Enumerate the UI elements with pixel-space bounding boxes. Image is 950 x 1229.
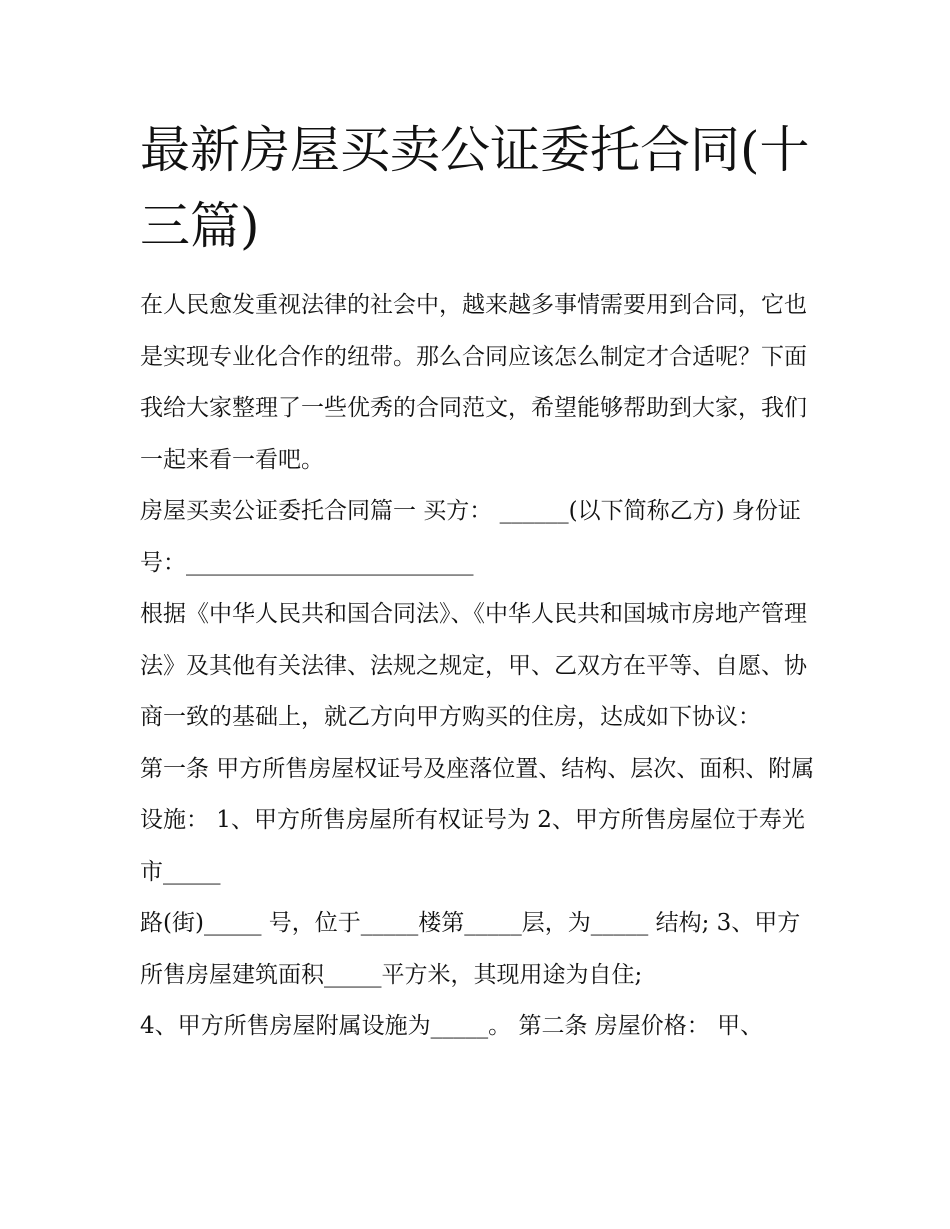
document-title: 最新房屋买卖公证委托合同(十三篇)	[140, 121, 810, 255]
document-body	[140, 280, 820, 1053]
paragraph-article-one: 第一条 甲方所售房屋权证号及座落位置、结构、层次、面积、附属设施： 1、甲方所售房屋所有权证号为 2、甲方所售房屋位于寿光市_____	[140, 755, 815, 885]
paragraph-location-details: 路(街)_____ 号，位于_____楼第_____层，为_____ 结构; 3、甲方所售房屋建筑面积_____平方米，其现用途为自住;	[140, 910, 801, 988]
paragraph-facilities-price: 4、甲方所售房屋附属设施为_____。 第二条 房屋价格： 甲、	[140, 1013, 764, 1039]
paragraph-buyer-info: 房屋买卖公证委托合同篇一 买方： ______(以下简称乙方) 身份证号：_________________________	[140, 498, 801, 576]
paragraph-legal-basis: 根据《中华人民共和国合同法》、《中华人民共和国城市房地产管理法》及其他有关法律、法规之规定，甲、乙双方在平等、自愿、协商一致的基础上，就乙方向甲方购买的住房，达成如下协议：	[140, 601, 807, 730]
paragraph-intro: 在人民愈发重视法律的社会中，越来越多事情需要用到合同，它也是实现专业化合作的纽带。那么合同应该怎么制定才合适呢？下面我给大家整理了一些优秀的合同范文，希望能够帮助到大家，我们一起来看一看吧。	[140, 292, 807, 473]
